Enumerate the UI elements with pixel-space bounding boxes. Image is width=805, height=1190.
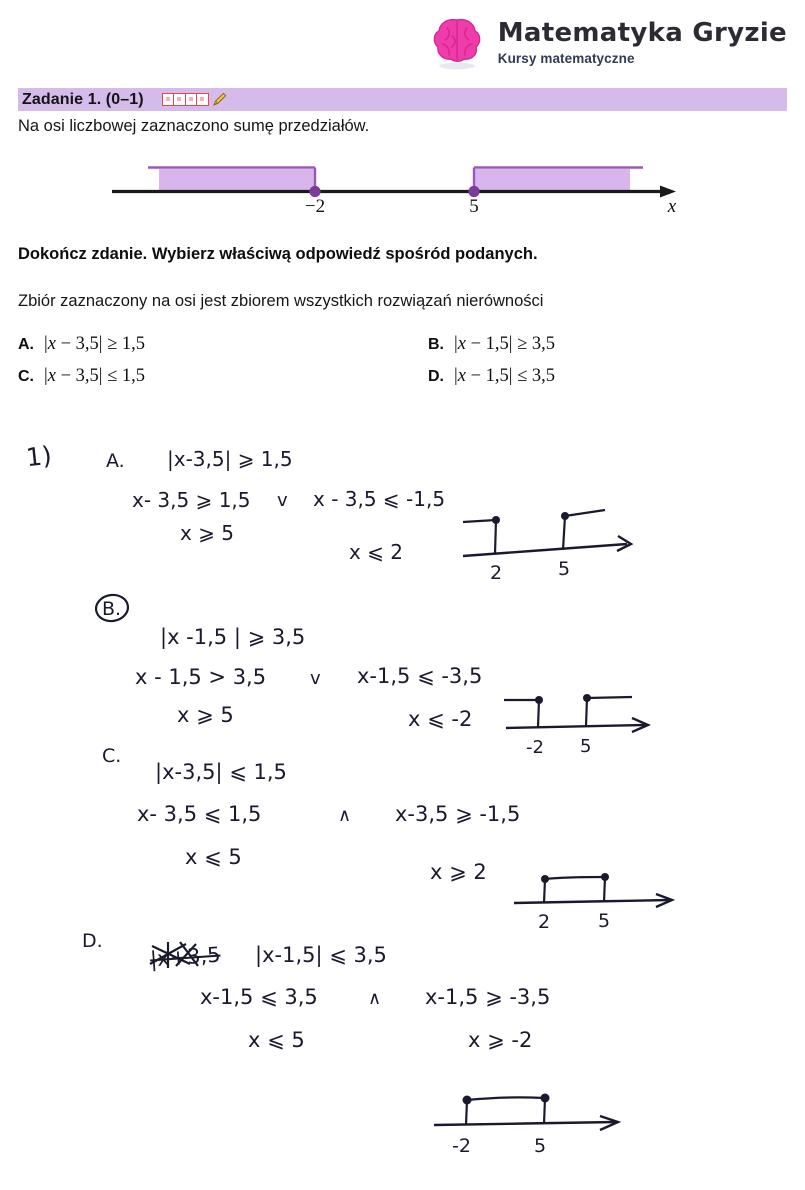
hw-c-number-line-sketch: [500, 865, 690, 955]
hw-b-connector: v: [310, 668, 321, 689]
hw-c-right-line: x-3,5 ⩾ -1,5: [395, 802, 521, 826]
hw-c-main: |x-3,5| ⩽ 1,5: [155, 760, 287, 784]
hw-c-sketch-label-0: 2: [538, 911, 551, 933]
brand-logo: [428, 14, 787, 72]
hw-d-left-result: x ⩽ 5: [248, 1028, 305, 1052]
pencil-icon: [211, 91, 228, 108]
hw-a-right-line: x - 3,5 ⩽ -1,5: [313, 487, 446, 511]
brand-subtitle: Kursy matematyczne: [497, 51, 635, 67]
hw-d-number-line-sketch: [420, 1080, 640, 1175]
hw-c-right-result: x ⩾ 2: [430, 860, 487, 884]
brain-icon: [428, 14, 486, 72]
hw-b-label: B.: [102, 598, 122, 620]
hw-b-right-line: x-1,5 ⩽ -3,5: [357, 664, 483, 688]
answer-boxes-icon: [162, 93, 208, 106]
option-d[interactable]: [428, 366, 555, 387]
option-c-expression: |x − 3,5| ≤ 1,5: [44, 366, 145, 386]
task-intro-text: Na osi liczbowej zaznaczono sumę przedziałów.: [18, 117, 370, 135]
hw-c-left-line: x- 3,5 ⩽ 1,5: [137, 802, 262, 826]
answer-options: [18, 334, 718, 398]
hw-c-sketch-label-1: 5: [598, 910, 611, 932]
hw-d-sketch-label-1: 5: [534, 1135, 547, 1157]
option-b-key: B.: [428, 336, 444, 353]
hw-d-scribble-icon: [146, 938, 224, 977]
hw-b-left-result: x ⩾ 5: [177, 703, 234, 727]
option-d-expression: |x − 1,5| ≤ 3,5: [454, 366, 555, 386]
option-c[interactable]: [18, 366, 428, 387]
hw-a-connector: v: [277, 490, 288, 511]
hw-a-sketch-label-1: 5: [558, 558, 571, 580]
hw-b-sketch-label-0: -2: [526, 737, 544, 758]
hw-b-left-line: x - 1,5 > 3,5: [135, 665, 267, 689]
brand-title: Matematyka Gryzie: [497, 18, 787, 49]
hw-d-main: |x-1,5| ⩽ 3,5: [255, 943, 387, 967]
tick-label-minus-2: −2: [304, 196, 326, 217]
hw-d-right-result: x ⩾ -2: [468, 1028, 533, 1052]
hw-d-sketch-label-0: -2: [452, 1135, 471, 1157]
option-a-key: A.: [18, 336, 34, 353]
hw-a-right-result: x ⩽ 2: [349, 540, 404, 564]
hw-a-left-result: x ⩾ 5: [180, 521, 235, 545]
hw-c-label: C.: [102, 745, 122, 767]
tick-label-5: 5: [469, 196, 479, 217]
option-a-expression: |x − 3,5| ≥ 1,5: [44, 334, 145, 354]
task-header-band: [18, 88, 787, 111]
hw-a-label: A.: [106, 450, 125, 472]
hw-a-left-line: x- 3,5 ⩾ 1,5: [132, 488, 251, 512]
interval-left-fill: [160, 169, 315, 192]
hw-b-sketch-label-1: 5: [580, 736, 592, 757]
sentence-stem-text: Zbiór zaznaczony na osi jest zbiorem wszystkich rozwiązań nierówności: [18, 292, 544, 310]
option-a[interactable]: [18, 334, 428, 355]
instruction-text: Dokończ zdanie. Wybierz właściwą odpowiedź spośród podanych.: [18, 245, 538, 263]
axis-label-x: x: [667, 196, 677, 217]
number-line-figure: [0, 148, 805, 218]
option-c-key: C.: [18, 368, 34, 385]
option-row-1: [18, 334, 718, 366]
option-b[interactable]: [428, 334, 555, 355]
hw-a-number-line-sketch: [455, 478, 655, 584]
hw-b-main: |x -1,5 | ⩾ 3,5: [160, 625, 306, 649]
hw-c-left-result: x ⩽ 5: [185, 845, 242, 869]
interval-right-fill: [475, 169, 630, 192]
hw-d-label: D.: [82, 930, 103, 952]
option-d-key: D.: [428, 368, 444, 385]
hw-c-connector: ∧: [338, 805, 352, 826]
hw-d-left-line: x-1,5 ⩽ 3,5: [200, 985, 318, 1009]
hw-task-number: 1): [24, 440, 54, 473]
hw-d-crossed-out: |x+3,5: [149, 942, 222, 972]
hw-a-sketch-label-0: 2: [490, 562, 503, 584]
hw-d-connector: ∧: [368, 988, 382, 1009]
option-row-2: [18, 366, 718, 398]
hw-b-right-result: x ⩽ -2: [408, 707, 473, 731]
hw-a-main: |x-3,5| ⩾ 1,5: [167, 447, 293, 471]
hw-b-number-line-sketch: [498, 678, 668, 773]
task-number-label: Zadanie 1. (0–1): [22, 90, 144, 108]
handwritten-solution: [0, 420, 805, 1190]
hw-d-right-line: x-1,5 ⩾ -3,5: [425, 985, 551, 1009]
option-b-expression: |x − 1,5| ≥ 3,5: [454, 334, 555, 354]
